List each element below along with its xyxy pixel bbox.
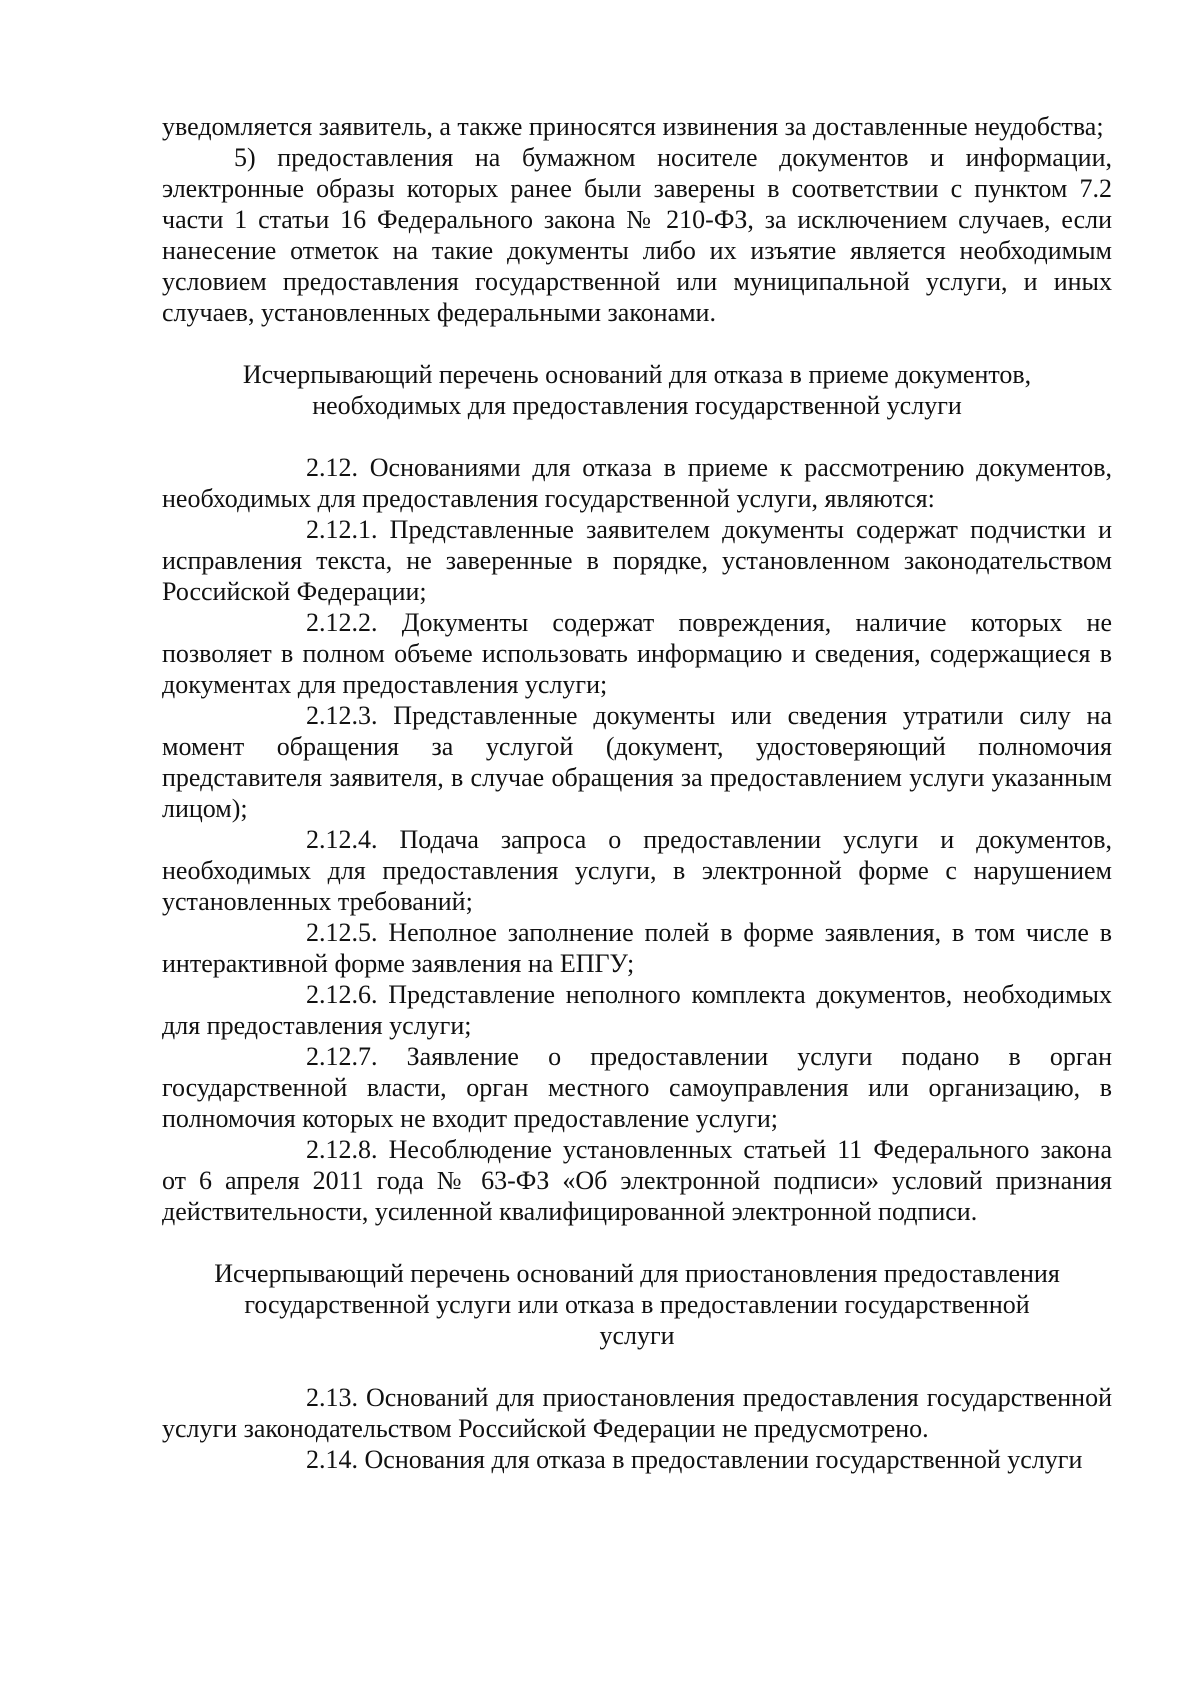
clause-number: 2.12.2. xyxy=(306,608,378,637)
clause-text: Подача запроса о предоставлении услуги и документов, необходимых для предоставления услуги, в электронной форме с нарушением установленных требований; xyxy=(162,825,1112,916)
clause-text: Основания для отказа в предоставлении государственной услуги xyxy=(364,1445,1083,1474)
clause-number: 2.12.1. xyxy=(306,515,378,544)
heading-line: услуги xyxy=(599,1321,675,1350)
section-heading-refusal-acceptance xyxy=(162,359,1112,421)
clause-number: 2.12.5. xyxy=(306,918,378,947)
clause-text: Представленные заявителем документы содержат подчистки и исправления текста, не заверенные в порядке, установленном законодательством Российской Федерации; xyxy=(162,515,1112,606)
clause-number: 2.12. xyxy=(306,453,358,482)
clause-text: Представление неполного комплекта документов, необходимых для предоставления услуги; xyxy=(162,980,1112,1040)
clause-2-12-6 xyxy=(162,979,1112,1041)
clause-number: 2.12.4. xyxy=(306,825,378,854)
clause-2-12-2 xyxy=(162,607,1112,700)
clause-number: 2.13. xyxy=(306,1383,358,1412)
clause-number: 2.12.6. xyxy=(306,980,378,1009)
document-body xyxy=(162,111,1112,1475)
paragraph-item-5: 5) предоставления на бумажном носителе документов и информации, электронные образы которых ранее были заверены в соответствии с пунктом 7.2 части 1 статьи 16 Федерального закона № 210-ФЗ, за исключением случаев, если нанесение отметок на такие документы либо их изъятие является необходимым условием предоставления государственной или муниципальной услуги, и иных случаев, установленных федеральными законами. xyxy=(162,143,1112,327)
clause-text: Оснований для приостановления предоставления государственной услуги законодательством Российской Федерации не предусмотрено. xyxy=(162,1383,1113,1443)
clause-2-12-4 xyxy=(162,824,1112,917)
clause-2-12-8 xyxy=(162,1134,1112,1227)
clause-2-14 xyxy=(162,1444,1112,1475)
clause-2-12-3 xyxy=(162,700,1112,824)
clause-number: 2.12.8. xyxy=(306,1135,378,1164)
paragraph-continuation: уведомляется заявитель, а также приносятся извинения за доставленные неудобства; xyxy=(162,112,1104,141)
clause-2-12-7 xyxy=(162,1041,1112,1134)
clause-2-13 xyxy=(162,1382,1112,1444)
clause-number: 2.12.3. xyxy=(306,701,378,730)
clause-text: Несоблюдение установленных статьей 11 Федерального закона от 6 апреля 2011 года № 63-ФЗ «Об электронной подписи» условий признания действительности, усиленной квалифицированной электронной подписи. xyxy=(162,1135,1112,1226)
heading-line: необходимых для предоставления государственной услуги xyxy=(312,391,962,420)
clause-2-12-1 xyxy=(162,514,1112,607)
clause-2-12 xyxy=(162,452,1112,514)
clause-number: 2.12.7. xyxy=(306,1042,378,1071)
heading-line: Исчерпывающий перечень оснований для отказа в приеме документов, xyxy=(242,360,1032,389)
clause-text: Заявление о предоставлении услуги подано в орган государственной власти, орган местного самоуправления или организацию, в полномочия которых не входит предоставление услуги; xyxy=(162,1042,1112,1133)
clause-number: 2.14. xyxy=(306,1445,358,1474)
heading-line: Исчерпывающий перечень оснований для приостановления предоставления xyxy=(214,1259,1060,1288)
heading-line: государственной услуги или отказа в предоставлении государственной xyxy=(244,1290,1030,1319)
clause-2-12-5 xyxy=(162,917,1112,979)
section-heading-suspension-refusal xyxy=(162,1258,1112,1351)
clause-text: Документы содержат повреждения, наличие которых не позволяет в полном объеме использовать информацию и сведения, содержащиеся в документах для предоставления услуги; xyxy=(162,608,1112,699)
clause-text: Основаниями для отказа в приеме к рассмотрению документов, необходимых для предоставления государственной услуги, являются: xyxy=(162,453,1113,513)
clause-text: Неполное заполнение полей в форме заявления, в том числе в интерактивной форме заявления на ЕПГУ; xyxy=(162,918,1112,978)
clause-text: Представленные документы или сведения утратили силу на момент обращения за услугой (документ, удостоверяющий полномочия представителя заявителя, в случае обращения за предоставлением услуги указанным лицом); xyxy=(162,701,1113,823)
